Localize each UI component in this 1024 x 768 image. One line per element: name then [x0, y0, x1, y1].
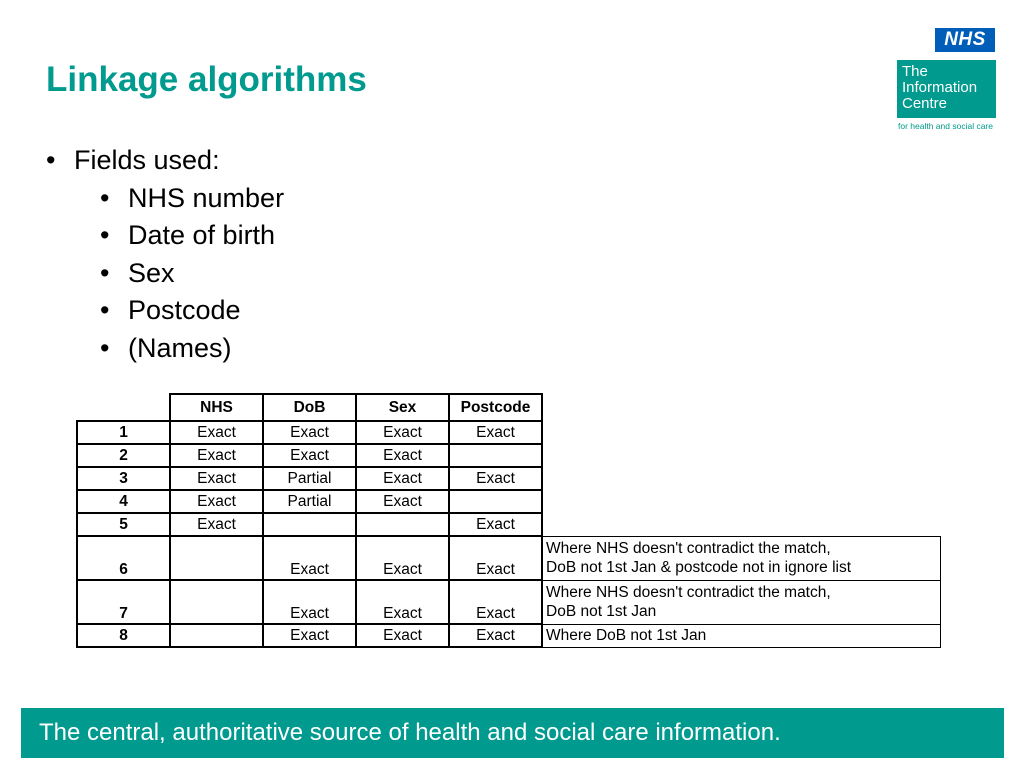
column-header: DoB	[263, 394, 356, 421]
table-row	[77, 513, 941, 536]
table-cell: Partial	[263, 490, 356, 513]
table-cell: Exact	[356, 421, 449, 444]
row-id: 7	[77, 580, 170, 624]
row-note-empty	[542, 467, 941, 490]
table-cell: Exact	[449, 467, 542, 490]
table-cell: Exact	[170, 490, 263, 513]
table-cell: Exact	[263, 536, 356, 580]
row-id: 2	[77, 444, 170, 467]
table-cell: Exact	[449, 580, 542, 624]
table-cell: Exact	[263, 444, 356, 467]
table-cell: Exact	[170, 421, 263, 444]
row-note-line: Where NHS doesn't contradict the match,	[546, 584, 831, 601]
table-cell: Exact	[170, 467, 263, 490]
ic-logo-line: Information	[902, 79, 978, 96]
row-id: 6	[77, 536, 170, 580]
table-row	[77, 490, 941, 513]
bullet-label: Fields used:	[74, 145, 220, 175]
row-note-line: DoB not 1st Jan & postcode not in ignore list	[546, 559, 852, 576]
footer-banner: The central, authoritative source of health and social care information.	[21, 708, 1004, 758]
row-note-empty	[542, 490, 941, 513]
row-note-empty	[542, 421, 941, 444]
field-item: • NHS number	[100, 180, 284, 218]
page-title: Linkage algorithms	[46, 60, 367, 99]
table-cell: Exact	[356, 536, 449, 580]
ic-logo-box	[897, 60, 996, 118]
table-cell: Exact	[449, 536, 542, 580]
table-cell: Exact	[263, 580, 356, 624]
table-row	[77, 536, 941, 580]
table-row	[77, 580, 941, 624]
nhs-logo: NHS	[935, 28, 995, 52]
table-cell: Exact	[263, 421, 356, 444]
table-cell	[170, 536, 263, 580]
table-cell: Exact	[356, 624, 449, 647]
row-id: 8	[77, 624, 170, 647]
table-cell: Exact	[170, 444, 263, 467]
row-note-line: DoB not 1st Jan	[546, 603, 657, 620]
column-header: Postcode	[449, 394, 542, 421]
ic-logo-line: The	[902, 63, 928, 80]
table-cell: Exact	[356, 444, 449, 467]
ic-logo-tagline: for health and social care	[898, 121, 993, 131]
fields-list	[46, 142, 284, 367]
table-corner	[77, 394, 170, 421]
ic-logo-line: Centre	[902, 95, 948, 112]
table-header-row	[77, 394, 941, 421]
row-note-empty	[542, 444, 941, 467]
column-header: NHS	[170, 394, 263, 421]
row-id: 4	[77, 490, 170, 513]
linkage-table	[76, 393, 941, 648]
table-cell	[356, 513, 449, 536]
table-cell: Exact	[356, 490, 449, 513]
table-spacer	[542, 394, 941, 421]
table-cell	[263, 513, 356, 536]
table-cell: Exact	[356, 467, 449, 490]
table-row	[77, 444, 941, 467]
row-note	[542, 536, 941, 580]
table-cell	[170, 624, 263, 647]
bullet-fields-used	[46, 142, 284, 367]
table-cell: Exact	[356, 580, 449, 624]
column-header: Sex	[356, 394, 449, 421]
row-note	[542, 580, 941, 624]
table-cell: Exact	[449, 513, 542, 536]
table-row	[77, 467, 941, 490]
fields-sublist	[74, 180, 284, 368]
row-id: 5	[77, 513, 170, 536]
table-cell	[449, 490, 542, 513]
table-cell	[170, 580, 263, 624]
table-cell: Exact	[449, 624, 542, 647]
field-item: • Date of birth	[100, 217, 284, 255]
table-cell	[449, 444, 542, 467]
row-note-empty	[542, 513, 941, 536]
table-row	[77, 624, 941, 647]
table-cell: Exact	[263, 624, 356, 647]
information-centre-logo	[897, 60, 996, 136]
row-note	[542, 624, 941, 647]
table-cell: Exact	[449, 421, 542, 444]
row-id: 3	[77, 467, 170, 490]
row-note-line: Where NHS doesn't contradict the match,	[546, 540, 831, 557]
field-item: • Sex	[100, 255, 284, 293]
row-id: 1	[77, 421, 170, 444]
field-item: • (Names)	[100, 330, 284, 368]
table-row	[77, 421, 941, 444]
table-cell: Partial	[263, 467, 356, 490]
field-item: • Postcode	[100, 292, 284, 330]
row-note-line: Where DoB not 1st Jan	[546, 627, 707, 644]
table-cell: Exact	[170, 513, 263, 536]
